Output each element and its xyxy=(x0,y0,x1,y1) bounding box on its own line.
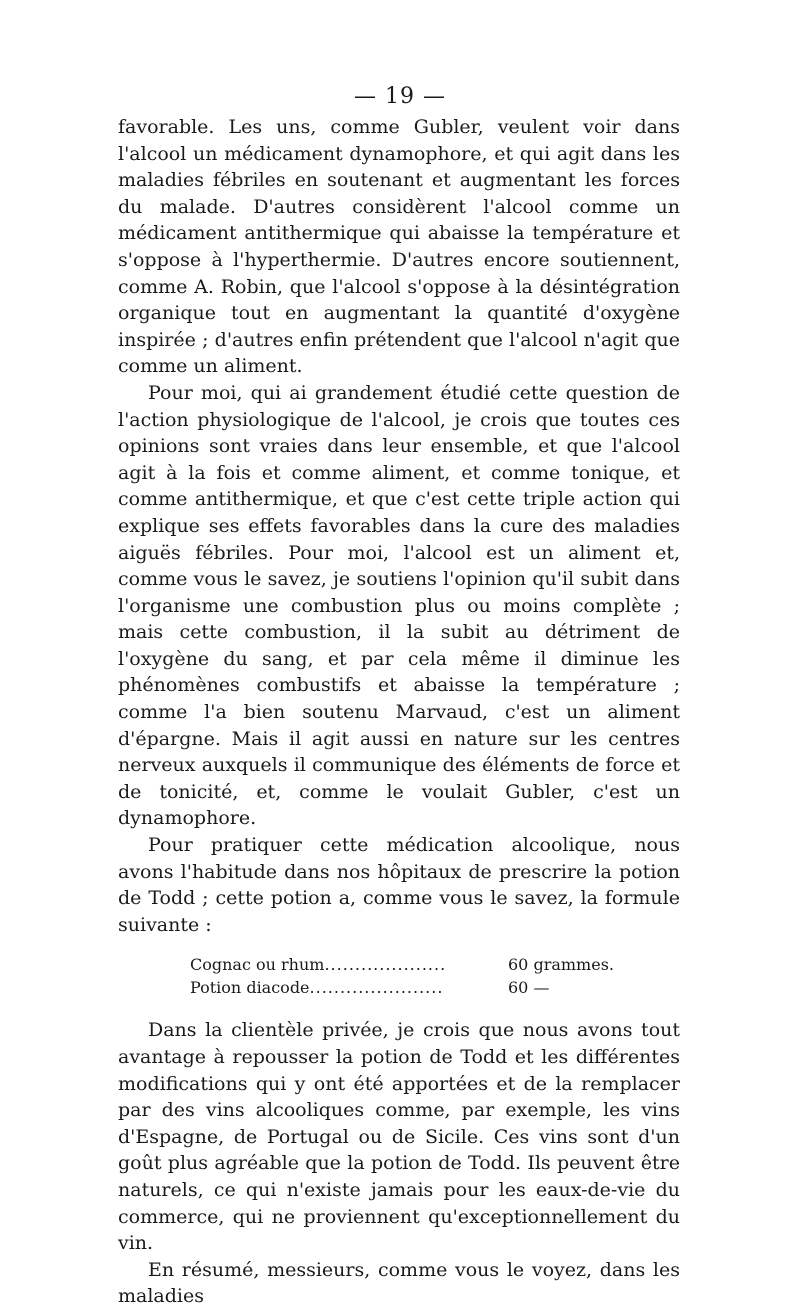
leader-dots: .................... xyxy=(324,955,447,975)
ingredient-name: Potion diacode xyxy=(190,978,310,998)
paragraph-1: favorable. Les uns, comme Gubler, veulent voir dans l'alcool un médicament dynamophore, et qui agit dans les maladies fébriles en soutenant et augmentant les forces du malade. D'autres considèrent l'alcool comme un médicament antithermique qui abaisse la température et s'oppose à l'hyperthermie. D'autres encore soutiennent, comme A. Robin, que l'alcool s'oppose à la désintégration organique tout en augmentant la quantité d'oxygène inspirée ; d'autres enfin prétendent que l'alcool n'agit que comme un aliment. xyxy=(118,116,680,378)
prescription-formula xyxy=(190,953,680,999)
formula-quantity: 60 — xyxy=(508,978,550,998)
body-text xyxy=(118,114,680,1310)
formula-row xyxy=(190,953,680,976)
paragraph-3: Pour pratiquer cette médication alcoolique, nous avons l'habitude dans nos hôpitaux de prescrire la potion de Todd ; cette potion a, comme vous le savez, la formule suivante : xyxy=(118,834,680,936)
paragraph-2: Pour moi, qui ai grandement étudié cette question de l'action physiologique de l'alcool, je crois que toutes ces opinions sont vraies dans leur ensemble, et que l'alcool agit à la fois et comme aliment, et comme tonique, et comme antithermique, et que c'est cette triple action qui explique ses effets favorables dans la cure des maladies aiguës fébriles. Pour moi, l'alcool est un aliment et, comme vous le savez, je soutiens l'opinion qu'il subit dans l'organisme une combustion plus ou moins complète ; mais cette combustion, il la subit au détriment de l'oxygène du sang, et par cela même il diminue les phénomènes combustifs et abaisse la température ; comme l'a bien soutenu Marvaud, c'est un aliment d'épargne. Mais il agit aussi en nature sur les centres nerveux auxquels il communique des éléments de force et de tonicité, et, comme le voulait Gubler, c'est un dynamophore. xyxy=(118,381,680,830)
formula-row xyxy=(190,976,680,999)
formula-ingredient xyxy=(190,953,508,976)
formula-quantity: 60 grammes. xyxy=(508,955,614,975)
leader-dots: ...................... xyxy=(309,978,444,998)
formula-ingredient xyxy=(190,976,508,999)
paragraph-4: Dans la clientèle privée, je crois que nous avons tout avantage à repousser la potion de Todd et les différentes modifications qui y ont été apportées et de la remplacer par des vins alcooliques comme, par exemple, les vins d'Espagne, de Portugal ou de Sicile. Ces vins sont d'un goût plus agréable que la potion de Todd. Ils peuvent être naturels, ce qui n'existe jamais pour les eaux-de-vie du commerce, qui ne proviennent qu'exceptionnellement du vin. xyxy=(118,1019,680,1255)
paragraph-5: En résumé, messieurs, comme vous le voyez, dans les maladies xyxy=(118,1258,680,1308)
page-number: — 19 — xyxy=(354,84,446,109)
ingredient-name: Cognac ou rhum xyxy=(190,955,325,975)
